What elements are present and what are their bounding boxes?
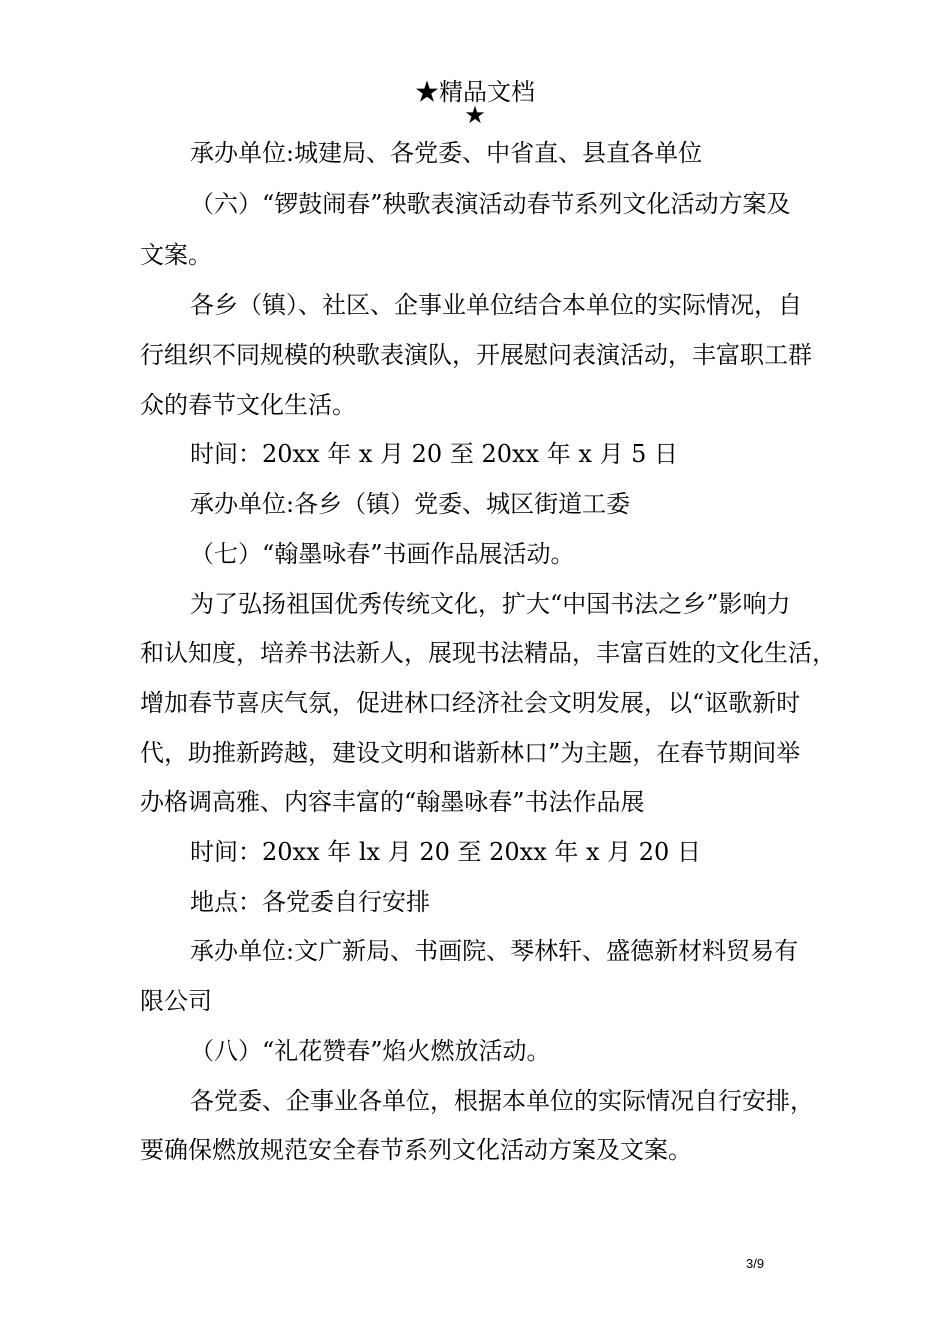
paragraph-line: 和认知度，培养书法新人，展现书法精品，丰富百姓的文化生活， <box>140 639 836 667</box>
time-line-1: 时间：20xx 年 x 月 20 至 20xx 年 x 月 5 日 <box>190 440 679 468</box>
paragraph-line: 增加春节喜庆气氛，促进林口经济社会文明发展，以“讴歌新时 <box>140 689 801 717</box>
location-line: 地点：各党委自行安排 <box>190 888 430 916</box>
organizer-line-3: 承办单位:文广新局、书画院、琴林轩、盛德新材料贸易有 <box>190 937 799 965</box>
header-star-icon: ★ <box>464 101 486 129</box>
section-seven-heading: （七）“翰墨咏春”书画作品展活动。 <box>190 540 575 568</box>
paragraph-line: 代，助推新跨越，建设文明和谐新林口”为主题，在春节期间举 <box>140 739 801 767</box>
page-number: 3/9 <box>746 1256 765 1271</box>
section-six-heading: （六）“锣鼓闹春”秧歌表演活动春节系列文化活动方案及 <box>190 190 791 218</box>
document-header-title: ★精品文档 <box>415 78 535 106</box>
paragraph-line: 办格调高雅、内容丰富的“翰墨咏春”书法作品展 <box>140 788 645 816</box>
paragraph-line: 要确保燃放规范安全春节系列文化活动方案及文案。 <box>140 1136 692 1164</box>
paragraph-line: 各党委、企事业各单位，根据本单位的实际情况自行安排， <box>190 1087 814 1115</box>
organizer-line-1: 承办单位:城建局、各党委、中省直、县直各单位 <box>190 139 703 167</box>
organizer-line-3-cont: 限公司 <box>140 987 212 1015</box>
paragraph-line: 行组织不同规模的秧歌表演队，开展慰问表演活动，丰富职工群 <box>140 341 812 369</box>
section-six-heading-cont: 文案。 <box>140 241 212 269</box>
time-line-2: 时间：20xx 年 lx 月 20 至 20xx 年 x 月 20 日 <box>190 838 701 866</box>
paragraph-line: 为了弘扬祖国优秀传统文化，扩大“中国书法之乡”影响力 <box>190 590 791 618</box>
paragraph-line: 各乡（镇）、社区、企事业单位结合本单位的实际情况，自 <box>190 291 802 319</box>
organizer-line-2: 承办单位:各乡（镇）党委、城区街道工委 <box>190 490 631 518</box>
paragraph-line: 众的春节文化生活。 <box>140 391 356 419</box>
section-eight-heading: （八）“礼花赞春”焰火燃放活动。 <box>190 1037 551 1065</box>
